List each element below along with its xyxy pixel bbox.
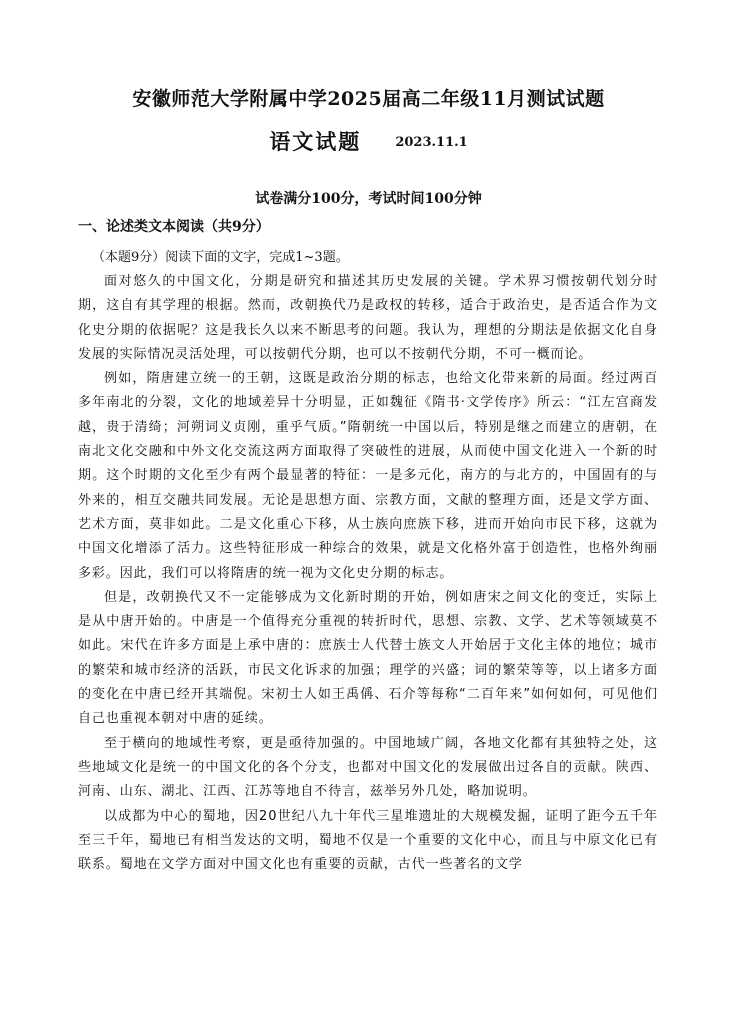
- paragraph-1: 面对悠久的中国文化，分期是研究和描述其历史发展的关键。学术界习惯按朝代划分时期，这自有其学理的根据。然而，改朝换代乃是政权的转移，适合于政治史，是否适合作为文化史分期的依据呢？这是我长久以来不断思考的问题。我认为，理想的分期法是依据文化自身发展的实际情况灵活处理，可以按朝代分期，也可以不按朝代分期，不可一概而论。: [78, 274, 658, 362]
- paragraph-5: 以成都为中心的蜀地，因20世纪八九十年代三星堆遗址的大规模发掘，证明了距今五千年至三千年，蜀地已有相当发达的文明，蜀地不仅是一个重要的文化中心，而且与中原文化已有联系。蜀地在文学方面对中国文化也有重要的贡献，古代一些著名的文学: [78, 808, 658, 873]
- paragraph-2: 例如，隋唐建立统一的王朝，这既是政治分期的标志，也给文化带来新的局面。经过两百多年南北的分裂，文化的地域差异十分明显，正如魏征《隋书·文学传序》所云：“江左宫商发越，贵于清绮；河朔词义贞刚，重乎气质。”隋朝统一中国以后，特别是继之而建立的唐朝，在南北文化交融和中外文化交流这两方面取得了突破性的进展，从而使中国文化进入一个新的时期。这个时期的文化至少有两个最显著的特征：一是多元化，南方的与北方的，中国固有的与外来的，相互交融共同发展。无论是思想方面、宗教方面，文献的整理方面，还是文学方面、艺术方面，莫非如此。二是文化重心下移，从士族向庶族下移，进而开始向市民下移，这就为中国文化增添了活力。这些特征形成一种综合的效果，就是文化格外富于创造性，也格外绚丽多彩。因此，我们可以将隋唐的统一视为文化史分期的标志。: [78, 371, 658, 581]
- paragraph-3: 但是，改朝换代又不一定能够成为文化新时期的开始，例如唐宋之间文化的变迁，实际上是从中唐开始的。中唐是一个值得充分重视的转折时代，思想、宗教、文学、艺术等领域莫不如此。宋代在许多方面是上承中唐的：庶族士人代替士族文人开始居于文化主体的地位；城市的繁荣和城市经济的活跃，市民文化诉求的加强；理学的兴盛；词的繁荣等等，以上诸多方面的变化在中唐已经开其端倪。宋初士人如王禹偁、石介等每称“二百年来”如何如何，可见他们自己也重视本朝对中唐的延续。: [78, 589, 658, 727]
- subtitle-row: [0, 126, 737, 156]
- section-heading: 一、论述类文本阅读（共9分）: [78, 219, 270, 235]
- page-title: 安徽师范大学附属中学2025届高二年级11月测试试题: [132, 88, 605, 110]
- paragraph-4: 至于横向的地域性考察，更是亟待加强的。中国地域广阔，各地文化都有其独特之处，这些地域文化是统一的中国文化的各个分支，也都对中国文化的发展做出过各自的贡献。陕西、河南、山东、湖北、江西、江苏等地自不待言，兹举另外几处，略加说明。: [78, 735, 658, 800]
- reading-passage: [78, 270, 658, 877]
- section-instructions: （本题9分）阅读下面的文字，完成1~3题。: [92, 250, 349, 265]
- exam-date: 2023.11.1: [395, 135, 468, 150]
- exam-info: 试卷满分100分，考试时间100分钟: [255, 191, 482, 207]
- subject-title: 语文试题: [269, 129, 362, 154]
